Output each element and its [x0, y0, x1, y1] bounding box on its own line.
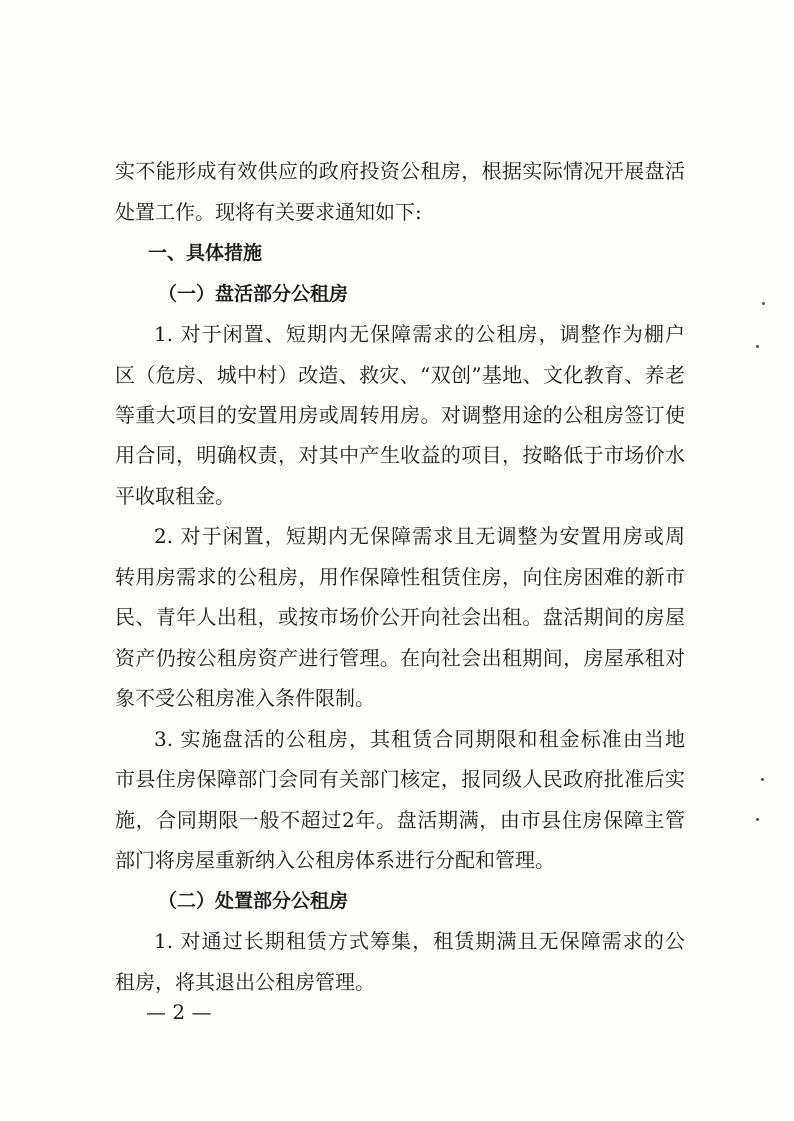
scan-speck	[762, 302, 765, 305]
subsection-heading: （一）盘活部分公租房	[158, 283, 349, 305]
scan-speck	[756, 345, 759, 348]
body-text-line: 实不能形成有效供应的政府投资公租房，根据实际情况开展盘活	[115, 159, 685, 183]
body-text-line: 民、青年人出租，或按市场价公开向社会出租。盘活期间的房屋	[115, 605, 685, 629]
scan-speck	[756, 818, 759, 821]
body-text-line: 1. 对通过长期租赁方式筹集，租赁期满且无保障需求的公	[154, 929, 685, 953]
body-text-line: 象不受公租房准入条件限制。	[115, 686, 375, 710]
body-text-line: 3. 实施盘活的公租房，其租赁合同期限和租金标准由当地	[154, 727, 685, 751]
body-text-line: 市县住房保障部门会同有关部门核定，报同级人民政府批准后实	[115, 767, 685, 791]
page-number: — 2 —	[146, 1000, 212, 1024]
body-text-line: 平收取租金。	[115, 484, 235, 508]
body-text-line: 1. 对于闲置、短期内无保障需求的公租房，调整作为棚户	[154, 322, 685, 346]
scan-speck	[761, 778, 764, 781]
body-text-line: 处置工作。现将有关要求通知如下:	[115, 200, 422, 224]
body-text-line: 部门将房屋重新纳入公租房体系进行分配和管理。	[115, 848, 555, 872]
body-text-line: 等重大项目的安置用房或周转用房。对调整用途的公租房签订使	[115, 403, 685, 427]
body-text-line: 施，合同期限一般不超过2年。盘活期满，由市县住房保障主管	[115, 808, 685, 832]
body-text-line: 区（危房、城中村）改造、救灾、“双创”基地、文化教育、养老	[115, 363, 685, 387]
subsection-heading: （二）处置部分公租房	[158, 890, 349, 912]
body-text-line: 资产仍按公租房资产进行管理。在向社会出租期间，房屋承租对	[115, 646, 685, 670]
body-text-line: 租房，将其退出公租房管理。	[115, 970, 375, 994]
body-text-line: 转用房需求的公租房，用作保障性租赁住房，向住房困难的新市	[115, 565, 685, 589]
body-text-line: 用合同，明确权责，对其中产生收益的项目，按略低于市场价水	[115, 443, 685, 467]
body-text-line: 2. 对于闲置，短期内无保障需求且无调整为安置用房或周	[154, 524, 685, 548]
section-heading: 一、具体措施	[148, 242, 263, 264]
